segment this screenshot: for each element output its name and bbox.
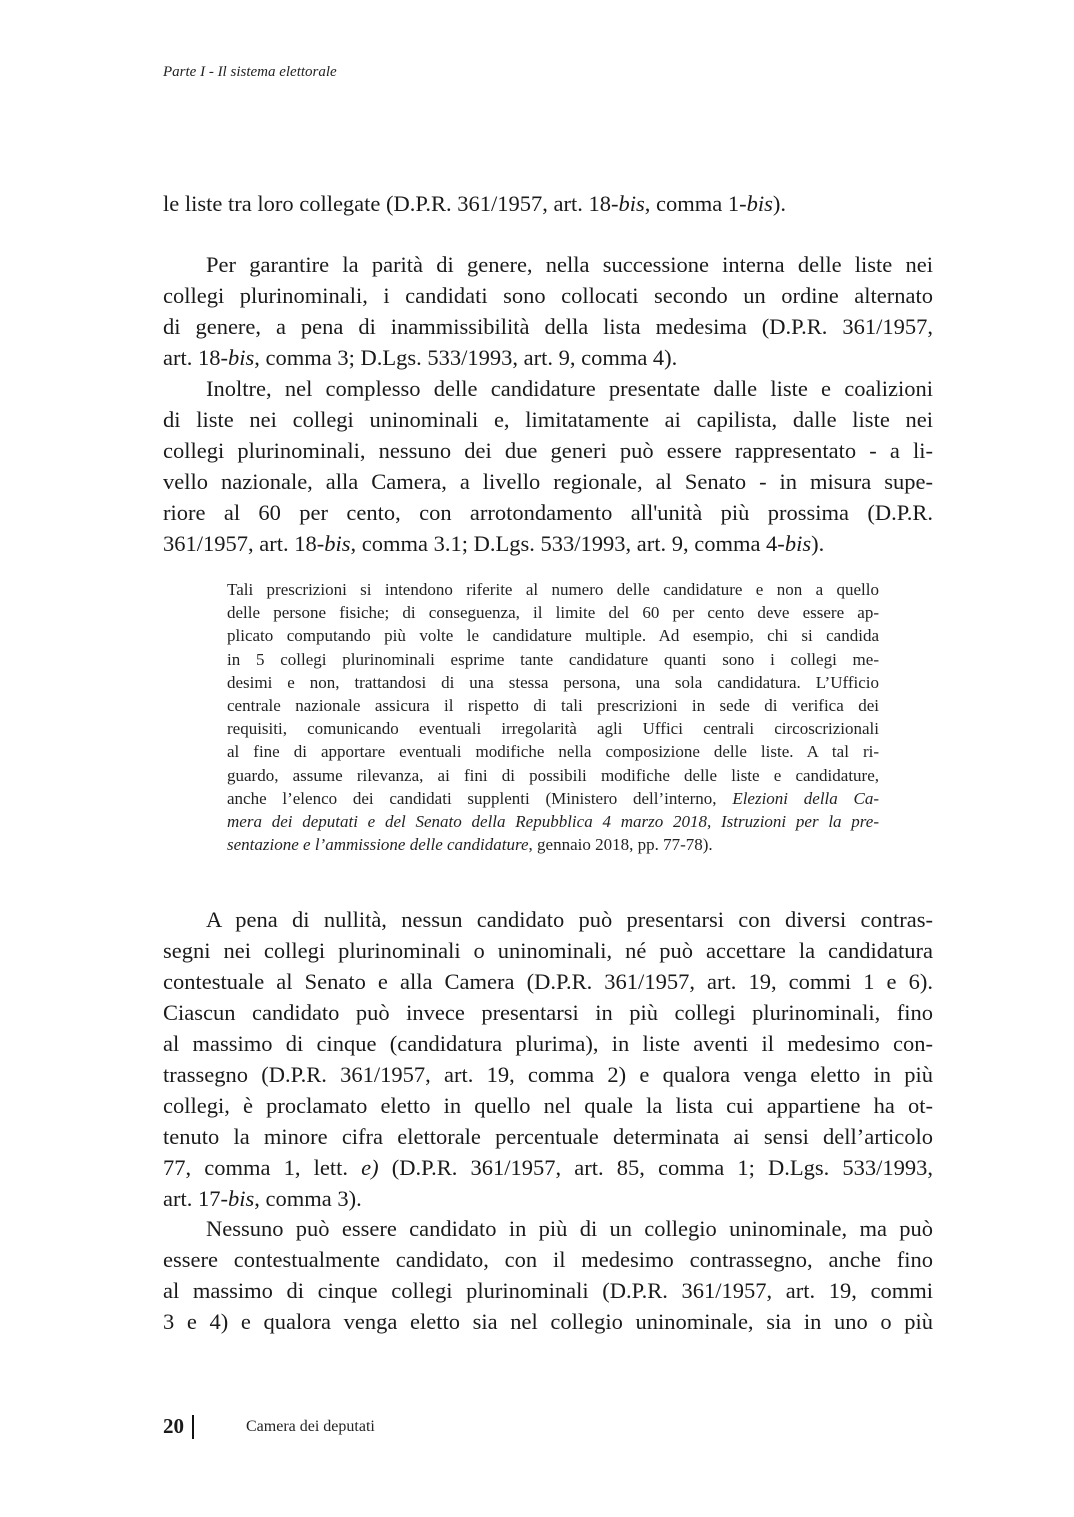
text-run: Per garantire la parità di genere, nella successione interna delle liste nei — [206, 252, 933, 277]
text-line — [163, 311, 933, 342]
text-run: contestuale al Senato e alla Camera (D.P.R. 361/1957, art. 19, commi 1 e 6). — [163, 969, 933, 994]
text-line — [163, 404, 933, 435]
text-line — [163, 528, 933, 559]
italic-run: bis — [618, 191, 645, 216]
text-run: al massimo di cinque collegi plurinominali (D.P.R. 361/1957, art. 19, commi — [163, 1278, 933, 1303]
text-run: tenuto la minore cifra elettorale percentuale determinata ai sensi dell’articolo — [163, 1124, 933, 1149]
text-run: Nessuno può essere candidato in più di un collegio uninominale, ma può — [206, 1216, 933, 1241]
text-run: art. 17- — [163, 1186, 228, 1211]
italic-run: e) — [361, 1155, 379, 1180]
text-line — [163, 1183, 933, 1214]
running-head: Parte I - Il sistema elettorale — [163, 64, 337, 80]
text-run: 77, comma 1, lett. — [163, 1155, 362, 1180]
text-run: A pena di nullità, nessun candidato può presentarsi con diversi contras- — [206, 907, 933, 932]
text-line — [227, 787, 879, 810]
text-line — [163, 1275, 933, 1306]
text-run: , gennaio 2018, pp. 77-78). — [528, 835, 713, 855]
text-run: essere contestualmente candidato, con il medesimo contrassegno, anche fino — [163, 1247, 933, 1272]
text-line — [163, 1306, 933, 1337]
page-footer — [163, 1414, 375, 1439]
paragraph-nullity — [163, 904, 933, 1214]
text-line — [163, 466, 933, 497]
text-line — [163, 966, 933, 997]
paragraph-gender-parity — [163, 249, 933, 373]
paragraph-60-percent-limit — [163, 373, 933, 559]
text-run: art. 18- — [163, 345, 228, 370]
text-line — [163, 1090, 933, 1121]
italic-run: bis — [784, 531, 812, 556]
text-run: Tali prescrizioni si intendono riferite al numero delle candidature e non a quello — [227, 580, 879, 599]
text-line — [227, 601, 879, 624]
text-run: trassegno (D.P.R. 361/1957, art. 19, comma 2) e qualora venga eletto in più — [163, 1062, 933, 1087]
text-line — [227, 833, 879, 856]
text-run: le liste tra loro collegate (D.P.R. 361/1957, art. 18- — [163, 191, 619, 216]
note-block — [227, 578, 879, 856]
text-run: , comma 1- — [644, 191, 747, 216]
text-line — [227, 648, 879, 671]
text-run: delle persone fisiche; di conseguenza, il limite del 60 per cento deve essere ap- — [227, 603, 879, 623]
text-line — [227, 624, 879, 647]
text-run: al massimo di cinque (candidatura plurima), in liste aventi il medesimo con- — [163, 1031, 933, 1056]
paragraph-uninominal — [163, 1213, 933, 1337]
text-line — [163, 435, 933, 466]
text-line — [163, 1059, 933, 1090]
text-run: centrale nazionale assicura il rispetto di tali prescrizioni in sede di verifica dei — [227, 696, 879, 716]
text-run: in 5 collegi plurinominali esprime tante candidature quanti sono i collegi me- — [227, 649, 879, 669]
text-line — [227, 671, 879, 694]
text-run: vello nazionale, alla Camera, a livello regionale, al Senato - in misura supe- — [163, 469, 933, 494]
text-line — [163, 1152, 933, 1183]
italic-run: bis — [227, 1186, 255, 1211]
text-run: , comma 3). — [254, 1186, 362, 1211]
text-run: riore al 60 per cento, con arrotondamento all'unità più prossima (D.P.R. — [163, 500, 933, 525]
text-run: di liste nei collegi uninominali e, limitatamente ai capilista, dalle liste nei — [163, 407, 933, 432]
text-line — [163, 1244, 933, 1275]
text-run: al fine di apportare eventuali modifiche nella composizione delle liste. A tal ri- — [227, 742, 879, 762]
text-line — [163, 904, 933, 935]
text-run: plicato computando più volte le candidature multiple. Ad esempio, chi si candida — [227, 626, 879, 646]
text-run: segni nei collegi plurinominali o uninominali, né può accettare la candidatura — [163, 938, 933, 963]
text-line — [163, 1213, 933, 1244]
page-number: 20 — [163, 1414, 184, 1438]
italic-run: bis — [324, 531, 351, 556]
italic-run: bis — [227, 345, 255, 370]
text-run: , comma 3; D.Lgs. 533/1993, art. 9, comma 4). — [254, 345, 678, 370]
text-line — [227, 717, 879, 740]
publisher-name: Camera dei deputati — [246, 1417, 375, 1435]
italic-run: bis — [746, 191, 773, 216]
text-run: desimi e non, trattandosi di una stessa persona, una sola candidatura. L’Ufficio — [227, 672, 879, 692]
text-run: ). — [772, 191, 787, 216]
text-run: requisiti, comunicando eventuali irregolarità agli Uffici centrali circoscrizionali — [227, 719, 879, 739]
text-run: di genere, a pena di inammissibilità della lista medesima (D.P.R. 361/1957, — [163, 314, 933, 339]
text-run: collegi plurinominali, i candidati sono collocati secondo un ordine alternato — [163, 283, 933, 308]
text-line — [163, 373, 933, 404]
text-run: 361/1957, art. 18- — [163, 531, 325, 556]
text-run: (D.P.R. 361/1957, art. 85, comma 1; D.Lgs. 533/1993, — [378, 1155, 934, 1180]
text-line — [163, 935, 933, 966]
text-line — [163, 1121, 933, 1152]
text-line — [227, 694, 879, 717]
text-run: , comma 3.1; D.Lgs. 533/1993, art. 9, comma 4- — [350, 531, 785, 556]
footer-divider — [192, 1415, 194, 1439]
text-run: 3 e 4) e qualora venga eletto sia nel collegio uninominale, sia in uno o più — [163, 1309, 933, 1334]
text-line — [163, 1028, 933, 1059]
text-line — [163, 188, 933, 219]
text-run: Inoltre, nel complesso delle candidature presentate dalle liste e coalizioni — [206, 376, 933, 401]
text-line — [163, 249, 933, 280]
text-line — [163, 280, 933, 311]
text-line — [163, 997, 933, 1028]
text-line — [227, 764, 879, 787]
italic-run: Elezioni della Ca- — [732, 788, 880, 808]
text-run: guardo, assume rilevanza, ai fini di possibili modifiche delle liste e candidature, — [227, 765, 879, 785]
text-line — [163, 497, 933, 528]
text-run: collegi, è proclamato eletto in quello nel quale la lista cui appartiene ha ot- — [163, 1093, 933, 1118]
text-run: anche l’elenco dei candidati supplenti (Ministero dell’interno, — [227, 788, 733, 808]
italic-run: mera dei deputati e del Senato della Repubblica 4 marzo 2018, Istruzioni per la pre- — [227, 812, 879, 832]
text-line — [227, 740, 879, 763]
continuation-paragraph — [163, 188, 933, 219]
text-run: collegi plurinominali, nessuno dei due generi può essere rappresentato - a li- — [163, 438, 933, 463]
text-line — [163, 342, 933, 373]
text-line — [227, 810, 879, 833]
italic-run: sentazione e l’ammissione delle candidature — [227, 835, 529, 855]
text-run: Ciascun candidato può invece presentarsi in più collegi plurinominali, fino — [163, 1000, 933, 1025]
text-line — [227, 578, 879, 601]
text-run: ). — [811, 531, 825, 556]
